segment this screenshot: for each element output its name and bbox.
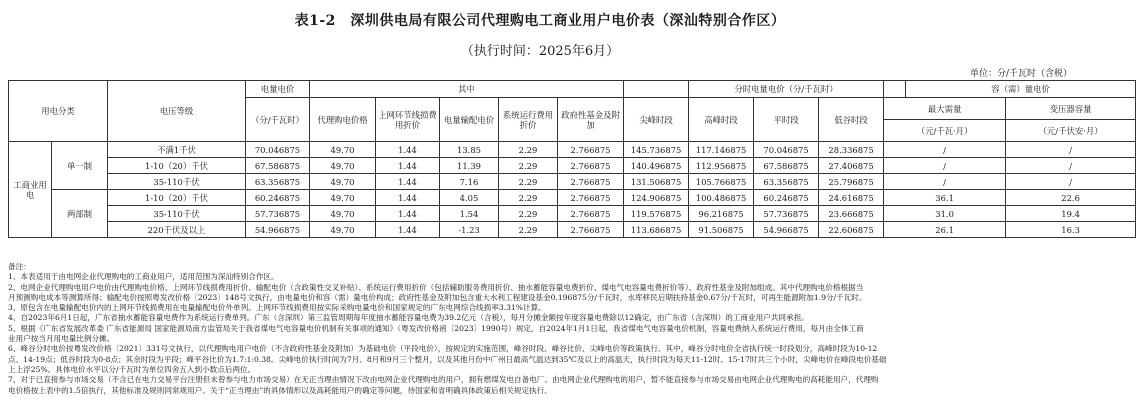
table-row	[9, 158, 1136, 174]
note-line: 2、电网企业代理购电用户电价由代理购电价格、上网环节线损费用折价、输配电价（含政策性交叉补贴）、系统运行费用折价（包括辅助服务费用折价、抽水蓄能容量电费折价、煤电气电容量电费折价等）、政府性基金及附加组成。其中代理购电价格根据当	[8, 282, 864, 292]
flat-cell: 60.246875	[754, 190, 819, 206]
double-rate-label: 两部制	[52, 190, 108, 238]
max-demand-cell: /	[884, 158, 1006, 174]
voltage-cell: 35-110千伏	[108, 206, 246, 222]
price-cell: 67.586875	[246, 158, 310, 174]
transmission-cell: 4.05	[440, 190, 499, 206]
tariff-table	[8, 80, 1136, 238]
note-line: 4、自2023年6月1日起，广东省抽水蓄能容量电费作为系统运行费单列。广东（含深圳）第三监管周期每年度抽水蓄能容量电费为39.2亿元（含税），每月分摊金额按年度容量电费除以12确定，由广东省（含深圳）的工商业用户共同承担。	[8, 313, 809, 323]
fund-cell: 2.766875	[558, 142, 624, 158]
flat-cell: 63.356875	[754, 174, 819, 190]
peak-sharp-cell: 124.906875	[624, 190, 689, 206]
header-price: 电量电价	[246, 81, 310, 98]
line-loss-cell: 1.44	[376, 174, 440, 190]
note-line: 6、峰谷分时电价按粤发改价格〔2021〕331号文执行，以代理购电用户电价（不含政府性基金及附加）为基础电价（平段电价），按规定的实施范围，峰谷时段、峰谷比价、尖峰电价等政策执行。其中，峰谷分时电价全省执行统一时段划分，高峰时段为10-12	[8, 344, 878, 354]
header-transformer-unit: （元/千伏安·月）	[1006, 120, 1136, 142]
note-line: 7、对于已直接参与市场交易（不含已在电力交易平台注册但未曾参与电力市场交易）在无正当理由情况下改由电网企业代理购电的用户，拥有燃煤发电自备电厂、由电网企业代理购电的用户，暂不能直接参与市场交易由电网企业代理购电的高耗能用户，代理购	[8, 375, 879, 385]
header-peak: 高峰时段	[689, 98, 754, 142]
peak-sharp-cell: 119.576875	[624, 206, 689, 222]
category-label: 工商业用电	[9, 142, 52, 238]
notes-heading: 备注：	[8, 262, 31, 271]
valley-cell: 24.616875	[819, 190, 884, 206]
peak-cell: 117.146875	[689, 142, 754, 158]
max-demand-cell: 26.1	[884, 222, 1006, 238]
line-loss-cell: 1.44	[376, 158, 440, 174]
valley-cell: 28.336875	[819, 142, 884, 158]
line-loss-cell: 1.44	[376, 142, 440, 158]
note-line: 月预测购电成本等测算所得；输配电价按照粤发改价格〔2023〕148号文执行，由电量电价和容（需）量电价构成；政府性基金及附加包含重大水利工程建设基金0.196875分/千瓦时，水库移民后期扶持基金0.67分/千瓦时，可再生能源附加1.9分/千瓦时。	[8, 292, 867, 302]
peak-sharp-cell: 131.506875	[624, 174, 689, 190]
price-cell: 54.966875	[246, 222, 310, 238]
system-cost-cell: 2.29	[499, 142, 558, 158]
transformer-cell: 22.6	[1006, 190, 1136, 206]
transformer-cell: /	[1006, 158, 1136, 174]
header-price-unit: （分/千瓦时）	[246, 98, 310, 142]
notes-section	[8, 262, 1070, 396]
peak-sharp-cell: 145.736875	[624, 142, 689, 158]
agent-price-cell: 49.70	[310, 222, 376, 238]
header-max-demand: 最大需量	[884, 98, 1006, 120]
unit-label: 单位：分/千瓦时（含税）	[969, 69, 1072, 79]
table-title: 表1-2 深圳供电局有限公司代理购电工商业用户电价表（深汕特别合作区）	[294, 13, 786, 29]
transformer-cell: /	[1006, 142, 1136, 158]
system-cost-cell: 2.29	[499, 206, 558, 222]
note-line: 5、根据《广东省发展改革委 广东省能源局 国家能源局南方监管局关于我省煤电气电容量电价机制有关事项的通知》（粤发改价格函〔2023〕1990号）规定，自2024年1月1日起，我省煤电气电容量电价机制，容量电费纳入系统运行费用，每月由全体工商	[8, 323, 864, 333]
flat-cell: 54.966875	[754, 222, 819, 238]
table-subtitle: （执行时间：2025年6月）	[460, 44, 620, 59]
voltage-cell: 1-10（20）千伏	[108, 158, 246, 174]
voltage-cell: 1-10（20）千伏	[108, 190, 246, 206]
agent-price-cell: 49.70	[310, 190, 376, 206]
valley-cell: 23.666875	[819, 206, 884, 222]
valley-cell: 22.606875	[819, 222, 884, 238]
valley-cell: 27.406875	[819, 158, 884, 174]
transmission-cell: 1.54	[440, 206, 499, 222]
agent-price-cell: 49.70	[310, 158, 376, 174]
peak-cell: 105.766875	[689, 174, 754, 190]
transformer-cell: /	[1006, 174, 1136, 190]
header-flat: 平时段	[754, 98, 819, 142]
line-loss-cell: 1.44	[376, 190, 440, 206]
flat-cell: 67.586875	[754, 158, 819, 174]
header-voltage: 电压等级	[108, 81, 246, 142]
max-demand-cell: /	[884, 142, 1006, 158]
table-row	[9, 174, 1136, 190]
note-line: 点、14-19点；低谷时段为0-8点；其余时段为平段；峰平谷比价为1.7:1:0.38。尖峰电价执行时间为7月、8月和9月三个整月，以及其他月份中广州日最高气温达到35℃及以上的高温天，执行时段为每天11-12时、15-17时共三个小时，尖峰电价在峰段电价基础	[8, 354, 887, 364]
header-transformer: 变压器容量	[1006, 98, 1136, 120]
max-demand-cell: 31.0	[884, 206, 1006, 222]
transmission-cell: -1.23	[440, 222, 499, 238]
note-line: 电价格按上表中的1.5倍执行，其他标准及规则同常规用户。关于“正当理由”的具体情形以及高耗能用户的确定等问题，待国家和省明确具体政策后相关规定执行。	[8, 385, 552, 395]
fund-cell: 2.766875	[558, 158, 624, 174]
line-loss-cell: 1.44	[376, 206, 440, 222]
voltage-cell: 35-110千伏	[108, 174, 246, 190]
peak-cell: 100.486875	[689, 190, 754, 206]
table-row	[9, 190, 1136, 206]
line-loss-cell: 1.44	[376, 222, 440, 238]
fund-cell: 2.766875	[558, 222, 624, 238]
agent-price-cell: 49.70	[310, 142, 376, 158]
system-cost-cell: 2.29	[499, 222, 558, 238]
agent-price-cell: 49.70	[310, 174, 376, 190]
peak-sharp-cell: 140.496875	[624, 158, 689, 174]
header-agent-price: 代理购电价格	[310, 98, 376, 142]
transmission-cell: 13.85	[440, 142, 499, 158]
transformer-cell: 16.3	[1006, 222, 1136, 238]
header-peak-sharp: 尖峰时段	[624, 98, 689, 142]
header-category: 用电分类	[9, 81, 108, 142]
voltage-cell: 220千伏及以上	[108, 222, 246, 238]
header-capacity-group: 容（需）量电价	[906, 81, 1136, 98]
system-cost-cell: 2.29	[499, 190, 558, 206]
header-tou-group: 分时电量电价（分/千瓦时）	[689, 81, 884, 98]
header-max-demand-unit: （元/千瓦·月）	[884, 120, 1006, 142]
valley-cell: 25.796875	[819, 174, 884, 190]
peak-cell: 91.506875	[689, 222, 754, 238]
flat-cell: 70.046875	[754, 142, 819, 158]
transmission-cell: 11.39	[440, 158, 499, 174]
header-fund: 政府性基金及附加	[558, 98, 624, 142]
agent-price-cell: 49.70	[310, 206, 376, 222]
max-demand-cell: /	[884, 174, 1006, 190]
note-line: 3、原包含在电量输配电价内的上网环节线损费用在电量输配电价外单列。上网环节线损费用按实际采购电量电价和国家规定的广东电网综合线损率3.31%计算。	[8, 303, 546, 313]
peak-sharp-cell: 113.686875	[624, 222, 689, 238]
system-cost-cell: 2.29	[499, 158, 558, 174]
note-line: 上上浮25%。具体电价水平以分/千瓦时为单位四舍五入到小数点后两位。	[8, 364, 256, 374]
table-row	[9, 206, 1136, 222]
transformer-cell: 19.4	[1006, 206, 1136, 222]
price-cell: 70.046875	[246, 142, 310, 158]
price-cell: 60.246875	[246, 190, 310, 206]
header-valley: 低谷时段	[819, 98, 884, 142]
transmission-cell: 7.16	[440, 174, 499, 190]
fund-cell: 2.766875	[558, 190, 624, 206]
fund-cell: 2.766875	[558, 206, 624, 222]
peak-cell: 112.956875	[689, 158, 754, 174]
table-row	[9, 142, 1136, 158]
peak-cell: 96.216875	[689, 206, 754, 222]
single-rate-label: 单一制	[52, 142, 108, 190]
price-cell: 63.356875	[246, 174, 310, 190]
header-line-loss: 上网环节线损费用折价	[376, 98, 440, 142]
header-transmission: 电量输配电价	[440, 98, 499, 142]
header-system-cost: 系统运行费用折价	[499, 98, 558, 142]
max-demand-cell: 36.1	[884, 190, 1006, 206]
note-line: 1、本表适用于由电网企业代理购电的工商业用户，适用范围为深汕特别合作区。	[8, 272, 279, 282]
price-cell: 57.736875	[246, 206, 310, 222]
flat-cell: 57.736875	[754, 206, 819, 222]
system-cost-cell: 2.29	[499, 174, 558, 190]
fund-cell: 2.766875	[558, 174, 624, 190]
voltage-cell: 不满1千伏	[108, 142, 246, 158]
note-line: 业用户按当月用电量比例分摊。	[8, 334, 115, 344]
header-among: 其中	[310, 81, 624, 98]
table-row	[9, 222, 1136, 238]
